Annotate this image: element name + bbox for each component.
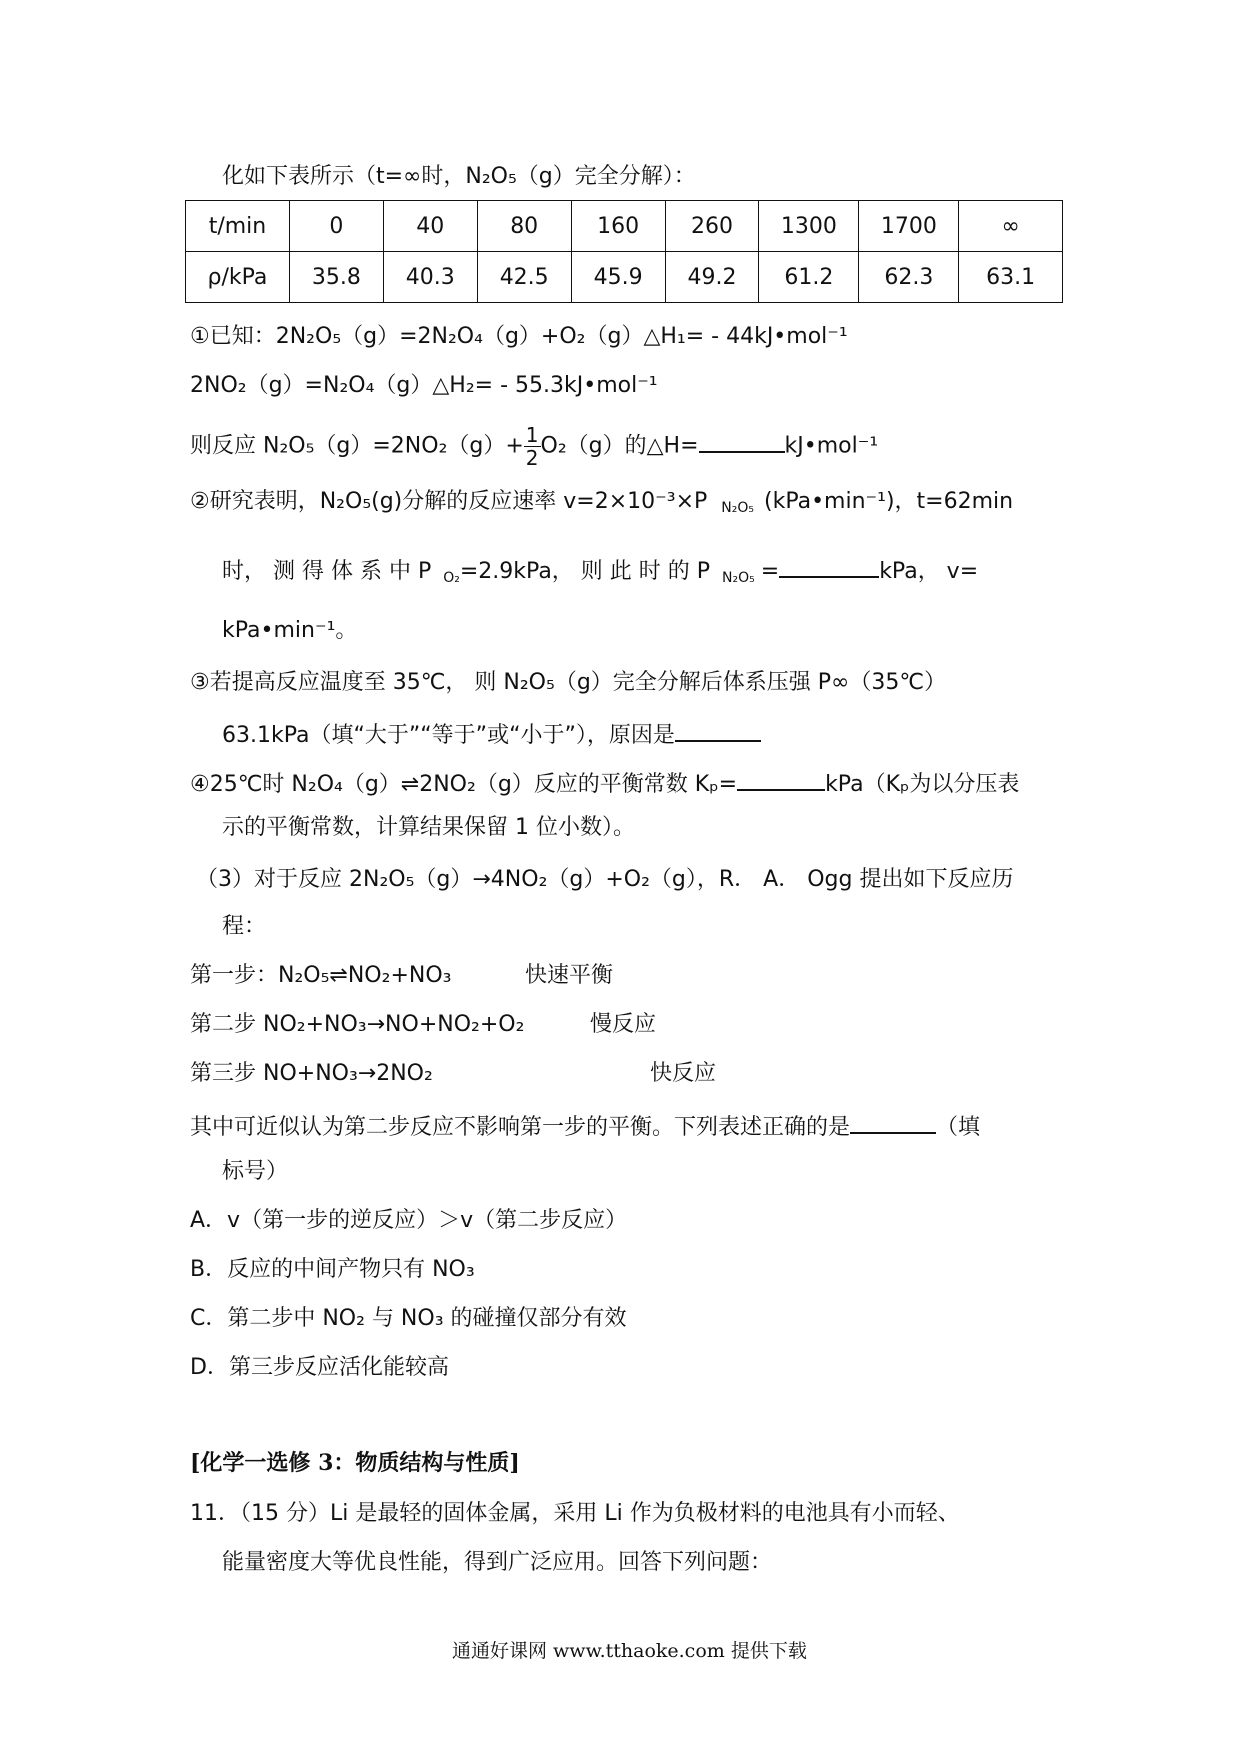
q3-line2: [222, 716, 761, 751]
table-cell: 40.3: [383, 252, 477, 303]
subscript-n2o5: N₂O₅: [721, 500, 754, 516]
table-cell: 49.2: [665, 252, 759, 303]
table-cell: ∞: [959, 201, 1063, 252]
table-cell: t/min: [186, 201, 290, 252]
step-1-label: 第一步：N₂O₅⇌NO₂+NO₃: [190, 963, 452, 988]
table-cell: 40: [383, 201, 477, 252]
q1-ask-mid: O₂（g）的△H=: [540, 433, 699, 459]
answer-blank-pressure[interactable]: [779, 552, 879, 578]
table-row: [186, 252, 1063, 303]
answer-blank-reason[interactable]: [675, 716, 761, 742]
q2-line2: [222, 552, 978, 593]
q1-ask-prefix: 则反应 N₂O₅（g）=2NO₂（g）+: [190, 433, 524, 459]
q2-line2-b: =2.9kPa， 则 此 时 的 P: [459, 559, 711, 584]
q2-line1-end: (kPa•min⁻¹)，t=62min: [764, 489, 1014, 514]
fraction-numerator: 1: [525, 423, 539, 447]
subscript-o2: O₂: [443, 570, 460, 586]
data-table: [185, 200, 1063, 303]
q4-line1-b: kPa（Kₚ为以分压表: [825, 772, 1020, 797]
q1-known: ①已知：2N₂O₅（g）=2N₂O₄（g）+O₂（g）△H₁= - 44kJ•mol⁻¹: [190, 324, 848, 349]
q4-line1: [190, 765, 1019, 800]
part3-statement-b: （填: [936, 1115, 981, 1140]
subscript-n2o5: N₂O₅: [722, 570, 755, 586]
part3-statement-line2: 标号）: [222, 1159, 289, 1184]
step-2-note: 慢反应: [590, 1012, 657, 1037]
option-d: D．第三步反应活化能较高: [190, 1355, 449, 1380]
step-1-note: 快速平衡: [525, 963, 614, 988]
q11-line1: 11．（15 分）Li 是最轻的固体金属，采用 Li 作为负极材料的电池具有小而轻、: [190, 1501, 960, 1526]
step-2-label: 第二步 NO₂+NO₃→NO+NO₂+O₂: [190, 1012, 525, 1037]
answer-blank-choice[interactable]: [850, 1108, 936, 1134]
answer-blank-dh[interactable]: [699, 427, 785, 453]
table-cell: 45.9: [571, 252, 665, 303]
q2-line2-c: =: [760, 559, 780, 584]
intro-text: 化如下表所示（t=∞时，N₂O₅（g）完全分解）：: [222, 164, 696, 189]
q2-line3: kPa•min⁻¹。: [222, 618, 358, 643]
table-cell: ρ/kPa: [186, 252, 290, 303]
answer-blank-kp[interactable]: [737, 765, 825, 791]
option-c: C．第二步中 NO₂ 与 NO₃ 的碰撞仅部分有效: [190, 1306, 627, 1331]
step-3-note: 快反应: [650, 1061, 717, 1086]
q2-line2-a: 时， 测 得 体 系 中 P: [222, 559, 432, 584]
q2-line2-d: kPa， v=: [879, 559, 979, 584]
half-fraction: [524, 424, 541, 469]
table-cell: 0: [289, 201, 383, 252]
table-cell: 62.3: [859, 252, 959, 303]
q1-ask-suffix: kJ•mol⁻¹: [784, 433, 879, 459]
fraction-denominator: 2: [525, 446, 539, 470]
table-row: [186, 201, 1063, 252]
q1-eq2: 2NO₂（g）=N₂O₄（g）△H₂= - 55.3kJ•mol⁻¹: [190, 373, 658, 398]
part3-line1: （3）对于反应 2N₂O₅（g）→4NO₂（g）+O₂（g），R． A． Ogg 提出如下反应历: [196, 867, 1014, 892]
footer-text: 通通好课网 www.tthaoke.com 提供下载: [452, 1640, 807, 1662]
section-title: [化学一选修 3：物质结构与性质]: [190, 1450, 520, 1476]
part3-line2: 程：: [222, 914, 267, 939]
q3-line2-text: 63.1kPa（填“大于”“等于”或“小于”），原因是: [222, 723, 675, 748]
option-a: A．v（第一步的逆反应）＞v（第二步反应）: [190, 1208, 628, 1233]
step-3-label: 第三步 NO+NO₃→2NO₂: [190, 1061, 433, 1086]
table-cell: 260: [665, 201, 759, 252]
part3-statement-a: 其中可近似认为第二步反应不影响第一步的平衡。下列表述正确的是: [190, 1115, 851, 1140]
table-cell: 160: [571, 201, 665, 252]
q2-line1-text: ②研究表明，N₂O₅(g)分解的反应速率 v=2×10⁻³×P: [190, 489, 708, 514]
table-cell: 63.1: [959, 252, 1063, 303]
q11-line2: 能量密度大等优良性能，得到广泛应用。回答下列问题：: [222, 1550, 773, 1575]
table-cell: 1700: [859, 201, 959, 252]
table-cell: 1300: [759, 201, 859, 252]
q3-line1: ③若提高反应温度至 35℃， 则 N₂O₅（g）完全分解后体系压强 P∞（35℃）: [190, 670, 947, 695]
option-b: B．反应的中间产物只有 NO₃: [190, 1257, 475, 1282]
part3-statement: [190, 1108, 980, 1143]
q2-line1: [190, 487, 1013, 523]
q1-ask: [190, 424, 878, 469]
table-cell: 35.8: [289, 252, 383, 303]
q4-line2: 示的平衡常数，计算结果保留 1 位小数）。: [222, 815, 635, 840]
table-cell: 42.5: [477, 252, 571, 303]
q4-line1-a: ④25℃时 N₂O₄（g）⇌2NO₂（g）反应的平衡常数 Kₚ=: [190, 772, 738, 797]
table-cell: 61.2: [759, 252, 859, 303]
table-cell: 80: [477, 201, 571, 252]
